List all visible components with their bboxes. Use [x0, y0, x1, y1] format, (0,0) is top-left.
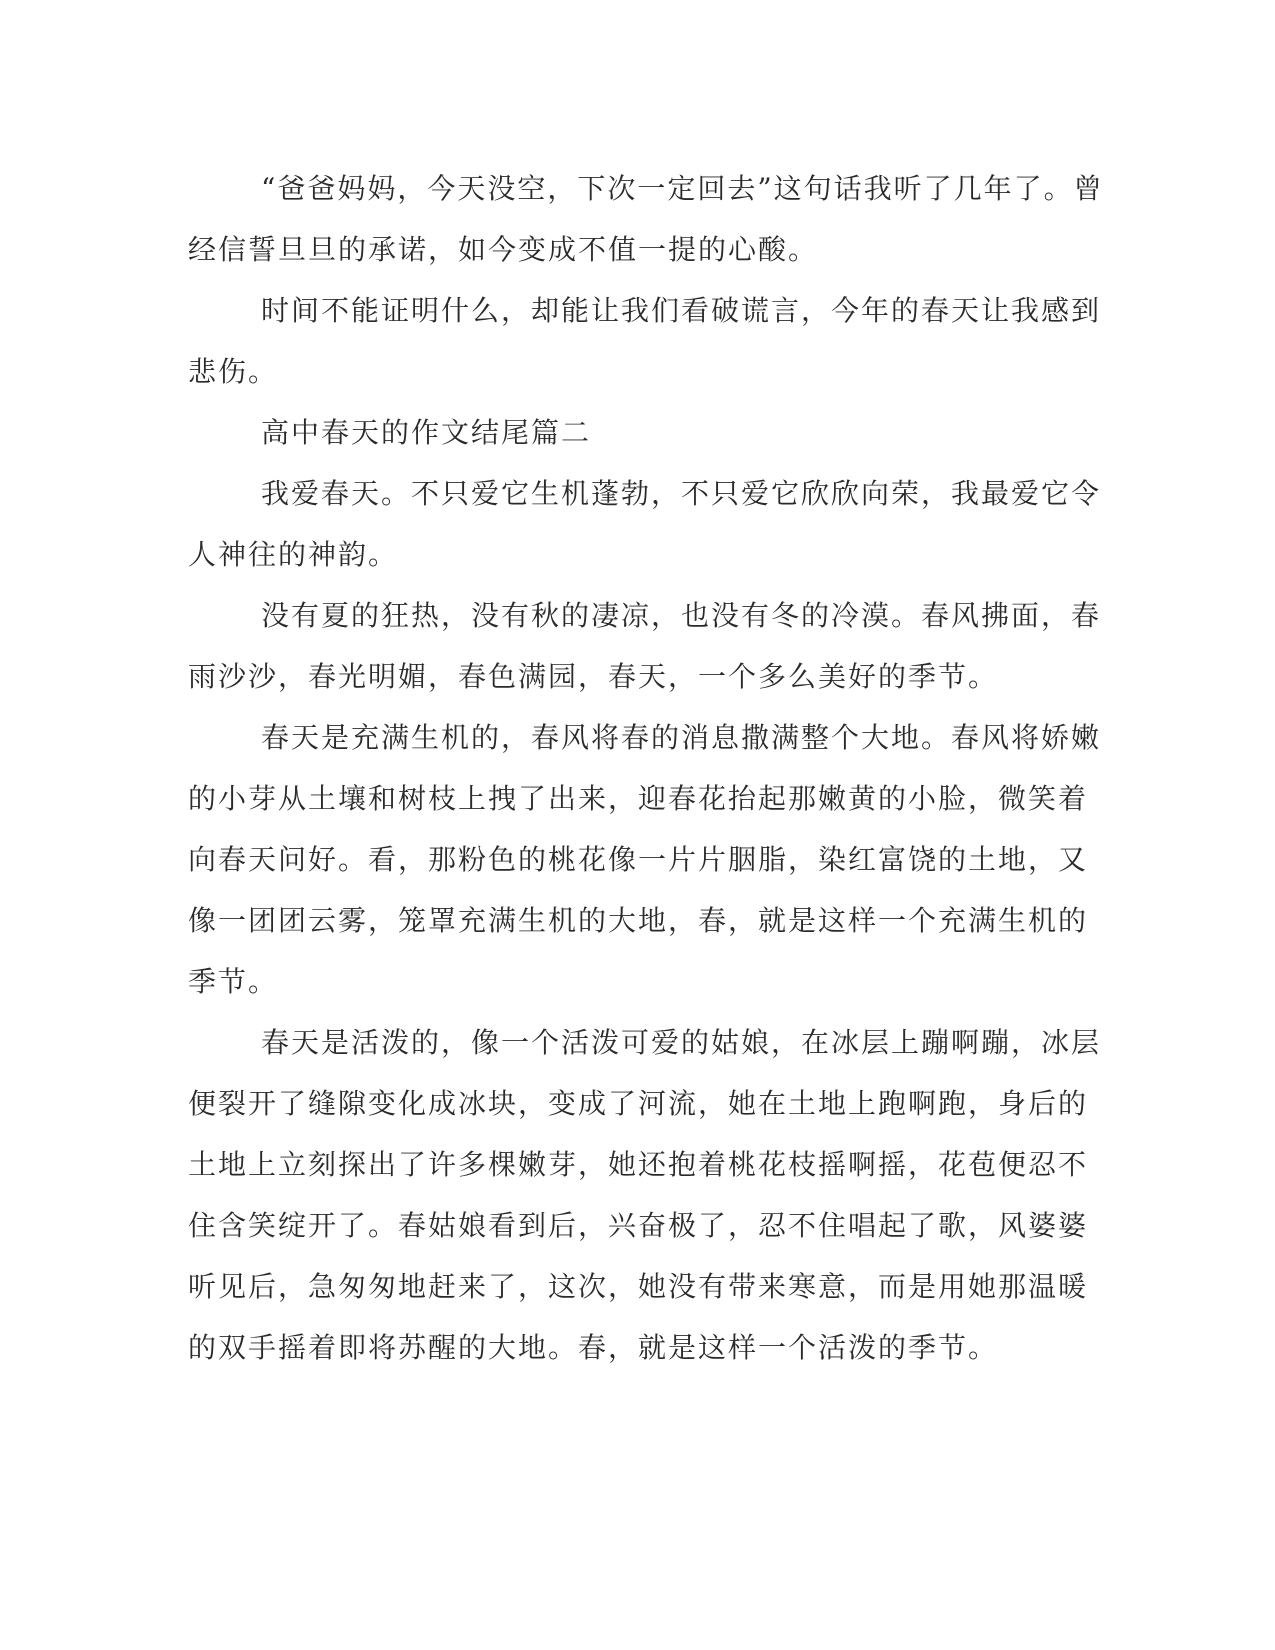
text-line: 我爱春天。不只爱它生机蓬勃，不只爱它欣欣向荣，我最爱它令	[261, 477, 1102, 510]
text-line: 像一团团云雾，笼罩充满生机的大地，春，就是这样一个充满生机的	[188, 904, 1089, 937]
document-body	[188, 158, 1104, 1378]
paragraph-5	[188, 707, 1102, 1012]
paragraph-2	[188, 280, 1102, 402]
text-line: 春天是活泼的，像一个活泼可爱的姑娘，在冰层上蹦啊蹦，冰层	[261, 1026, 1102, 1059]
text-line: 没有夏的狂热，没有秋的凄凉，也没有冬的冷漠。春风拂面，春	[261, 599, 1102, 632]
text-line: 听见后，急匆匆地赶来了，这次，她没有带来寒意，而是用她那温暖	[188, 1270, 1089, 1303]
text-line: 悲伤。	[188, 355, 279, 388]
paragraph-4	[188, 585, 1102, 707]
text-line: 时间不能证明什么，却能让我们看破谎言，今年的春天让我感到	[261, 294, 1102, 327]
text-line: 的小芽从土壤和树枝上拽了出来，迎春花抬起那嫩黄的小脸，微笑着	[188, 782, 1089, 815]
text-line: 土地上立刻探出了许多棵嫩芽，她还抱着桃花枝摇啊摇，花苞便忍不	[188, 1148, 1089, 1181]
text-line: 季节。	[188, 965, 279, 998]
paragraph-6	[188, 1012, 1102, 1378]
paragraph-3	[188, 463, 1102, 585]
text-line: 向春天问好。看，那粉色的桃花像一片片胭脂，染红富饶的土地，又	[188, 843, 1089, 876]
text-line: 雨沙沙，春光明媚，春色满园，春天，一个多么美好的季节。	[188, 660, 999, 693]
heading-line: 高中春天的作文结尾篇二	[261, 416, 592, 449]
text-line: 便裂开了缝隙变化成冰块，变成了河流，她在土地上跑啊跑，身后的	[188, 1087, 1089, 1120]
section-heading	[188, 402, 1068, 463]
paragraph-1	[188, 158, 1104, 280]
text-line: “爸爸妈妈，今天没空，下次一定回去”这句话我听了几年了。曾	[261, 172, 1104, 205]
text-line: 人神往的神韵。	[188, 538, 399, 571]
text-line: 春天是充满生机的，春风将春的消息撒满整个大地。春风将娇嫩	[261, 721, 1102, 754]
text-line: 住含笑绽开了。春姑娘看到后，兴奋极了，忍不住唱起了歌，风婆婆	[188, 1209, 1089, 1242]
text-line: 的双手摇着即将苏醒的大地。春，就是这样一个活泼的季节。	[188, 1331, 999, 1364]
text-line: 经信誓旦旦的承诺，如今变成不值一提的心酸。	[188, 233, 819, 266]
